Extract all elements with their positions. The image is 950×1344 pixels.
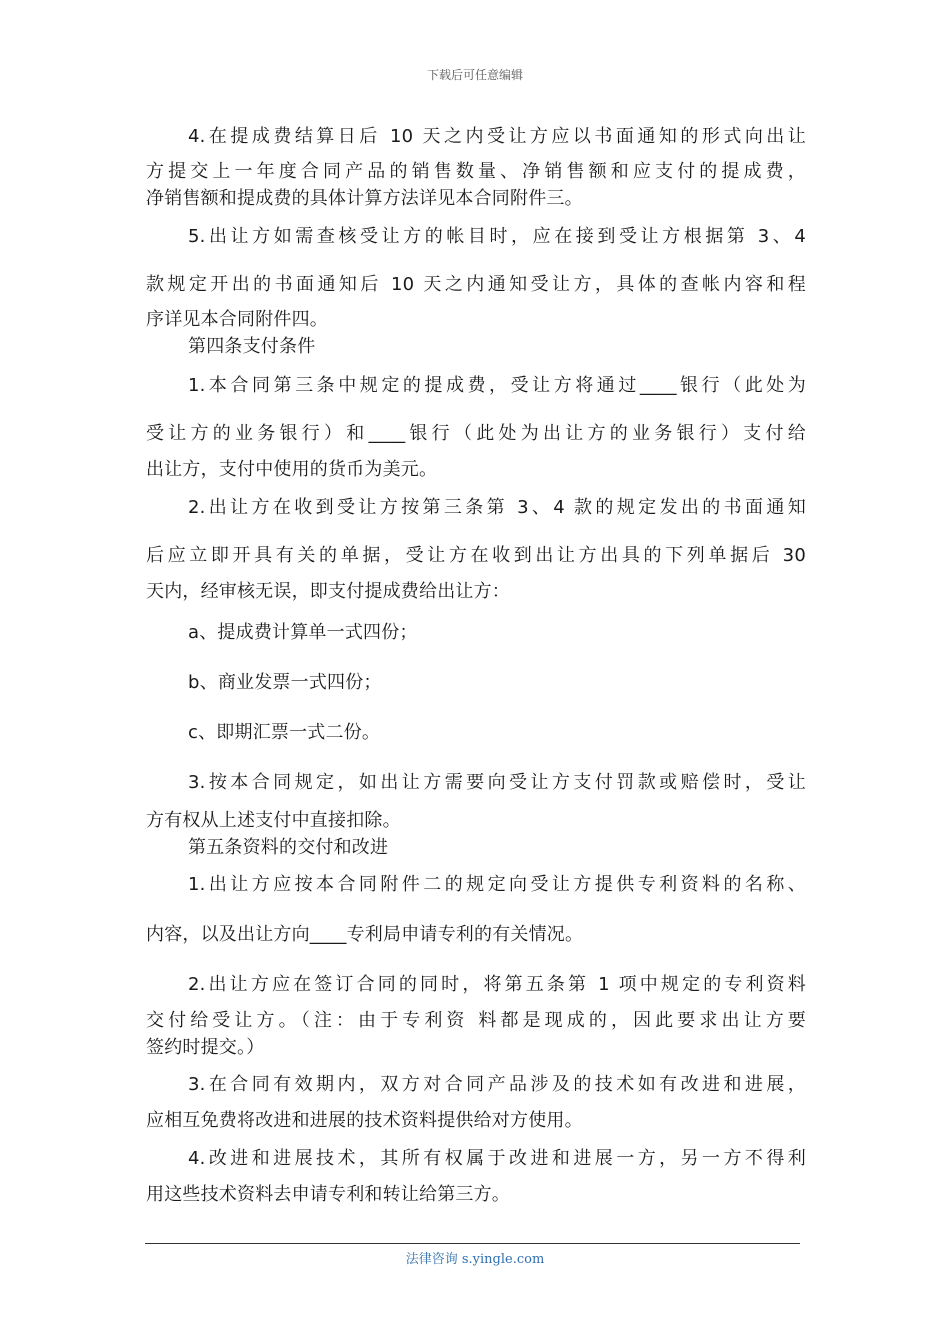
text-line: 4.在提成费结算日后 10 天之内受让方应以书面通知的形式向出让 [188, 126, 806, 147]
text-line: 1.出让方应按本合同附件二的规定向受让方提供专利资料的名称、 [188, 874, 806, 895]
text-line: 4.改进和进展技术，其所有权属于改进和进展一方，另一方不得利 [188, 1148, 806, 1169]
text-line: b、商业发票一式四份； [188, 672, 382, 693]
text-line: a、提成费计算单一式四份； [188, 622, 418, 643]
text-line: 出让方，支付中使用的货币为美元。 [146, 459, 438, 480]
text-line: 签约时提交。） [146, 1037, 265, 1058]
page-header: 下载后可任意编辑 [426, 68, 523, 82]
text-line: 第五条资料的交付和改进 [188, 837, 389, 858]
text-line: 方提交上一年度合同产品的销售数量、净销售额和应支付的提成费， [146, 161, 806, 182]
text-line: 序详见本合同附件四。 [146, 309, 328, 330]
text-line: 第四条支付条件 [188, 336, 316, 357]
text-line: 后应立即开具有关的单据，受让方在收到出让方出具的下列单据后 30 [146, 545, 806, 566]
text-line: 应相互免费将改进和进展的技术资料提供给对方使用。 [146, 1110, 583, 1131]
text-line: 净销售额和提成费的具体计算方法详见本合同附件三。 [146, 188, 583, 209]
text-line: 天内，经审核无误，即支付提成费给出让方： [146, 581, 510, 602]
text-line: 1.本合同第三条中规定的提成费，受让方将通过____银行（此处为 [188, 375, 806, 396]
text-line: 交付给受让方。（注：由于专利资 料都是现成的，因此要求出让方要 [146, 1010, 806, 1031]
text-line: 用这些技术资料去申请专利和转让给第三方。 [146, 1184, 510, 1205]
text-line: 3.在合同有效期内，双方对合同产品涉及的技术如有改进和进展， [188, 1074, 806, 1095]
text-line: 3.按本合同规定，如出让方需要向受让方支付罚款或赔偿时，受让 [188, 772, 806, 793]
text-line: 受让方的业务银行）和____银行（此处为出让方的业务银行）支付给 [146, 423, 806, 444]
text-line: c、即期汇票一式二份。 [188, 722, 381, 743]
text-line: 内容，以及出让方向____专利局申请专利的有关情况。 [146, 924, 584, 945]
text-line: 5.出让方如需查核受让方的帐目时，应在接到受让方根据第 3、4 [188, 226, 806, 247]
footer-divider [145, 1243, 800, 1244]
text-line: 方有权从上述支付中直接扣除。 [146, 810, 401, 831]
text-line: 款规定开出的书面通知后 10 天之内通知受让方，具体的查帐内容和程 [146, 274, 806, 295]
text-line: 2.出让方应在签订合同的同时，将第五条第 1 项中规定的专利资料 [188, 974, 806, 995]
footer-link[interactable]: 法律咨询 s.yingle.com [405, 1252, 545, 1267]
text-line: 2.出让方在收到受让方按第三条第 3、4 款的规定发出的书面通知 [188, 497, 806, 518]
